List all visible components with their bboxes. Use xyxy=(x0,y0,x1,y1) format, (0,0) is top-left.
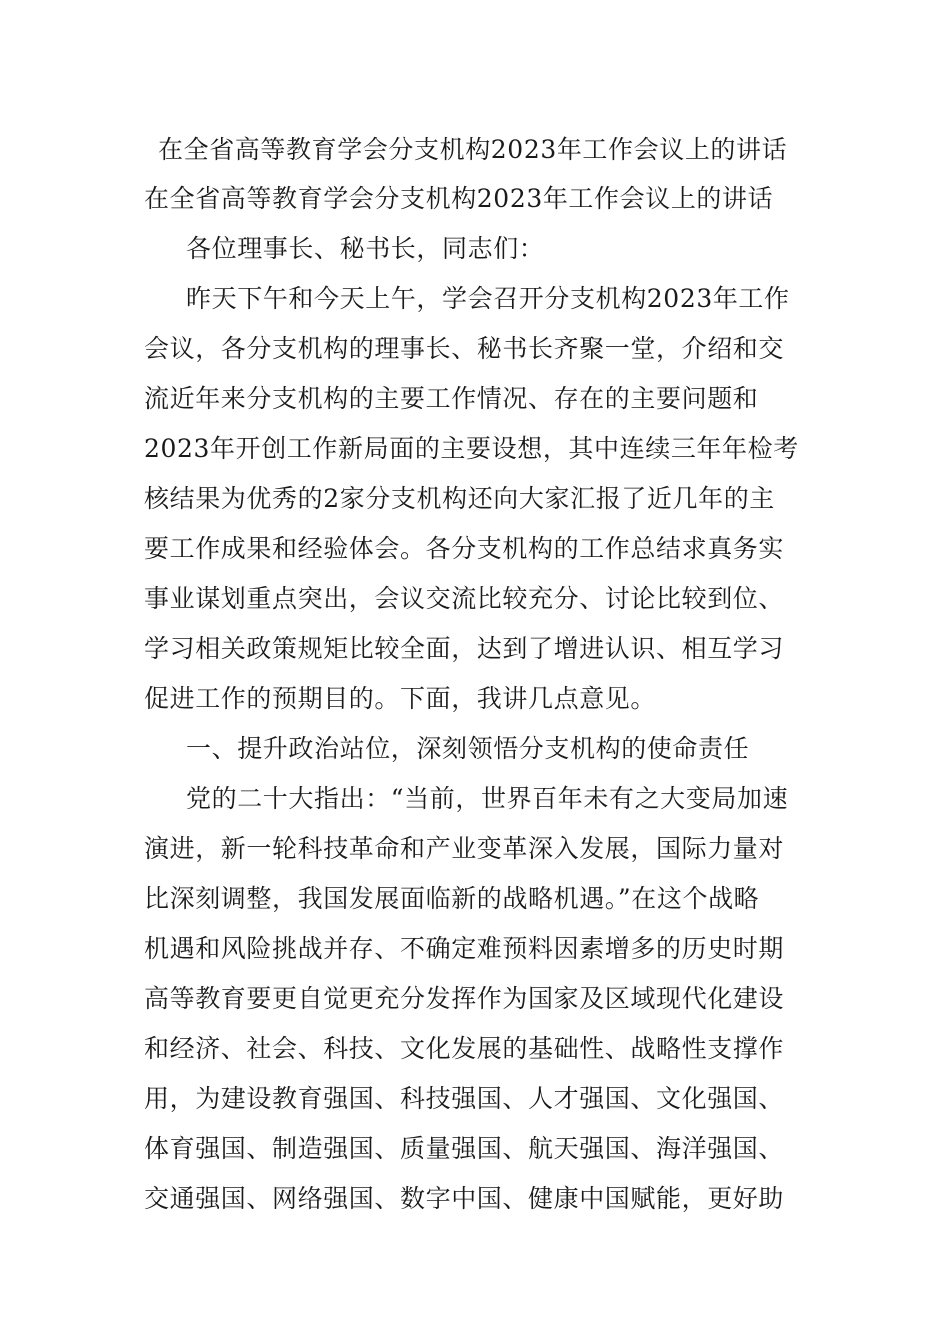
paragraph-2-line: 高等教育要更自觉更充分发挥作为国家及区域现代化建设 xyxy=(144,984,785,1013)
paragraph-1-line: 昨天下午和今天上午，学会召开分支机构2023年工作 xyxy=(186,284,790,313)
paragraph-2-line: 机遇和风险挑战并存、不确定难预料因素增多的历史时期 xyxy=(144,934,785,963)
paragraph-2-line: 交通强国、网络强国、数字中国、健康中国赋能，更好助 xyxy=(144,1184,785,1213)
paragraph-2-line: 和经济、社会、科技、文化发展的基础性、战略性支撑作 xyxy=(144,1034,785,1063)
salutation: 各位理事长、秘书长，同志们： xyxy=(186,234,545,263)
paragraph-2-line: 用，为建设教育强国、科技强国、人才强国、文化强国、 xyxy=(144,1084,785,1113)
paragraph-2-line: 党的二十大指出：“当前，世界百年未有之大变局加速 xyxy=(186,784,789,813)
paragraph-2-line: 比深刻调整，我国发展面临新的战略机遇。”在这个战略 xyxy=(144,884,760,913)
document-title: 在全省高等教育学会分支机构2023年工作会议上的讲话 xyxy=(158,135,788,164)
paragraph-2-line: 演进，新一轮科技革命和产业变革深入发展，国际力量对 xyxy=(144,834,785,863)
paragraph-1-line: 学习相关政策规矩比较全面，达到了增进认识、相互学习 xyxy=(144,634,785,663)
paragraph-2-line: 体育强国、制造强国、质量强国、航天强国、海洋强国、 xyxy=(144,1134,785,1163)
paragraph-1-line: 流近年来分支机构的主要工作情况、存在的主要问题和 xyxy=(144,384,759,413)
paragraph-1-line: 核结果为优秀的2家分支机构还向大家汇报了近几年的主 xyxy=(144,484,775,513)
paragraph-1-line: 会议，各分支机构的理事长、秘书长齐聚一堂，介绍和交 xyxy=(144,334,785,363)
section-heading-1: 一、提升政治站位，深刻领悟分支机构的使命责任 xyxy=(186,734,750,763)
paragraph-1-line: 促进工作的预期目的。下面，我讲几点意见。 xyxy=(144,684,657,713)
paragraph-1-line: 2023年开创工作新局面的主要设想，其中连续三年年检考 xyxy=(144,434,799,463)
paragraph-1-line: 要工作成果和经验体会。各分支机构的工作总结求真务实 xyxy=(144,534,785,563)
paragraph-1-line: 事业谋划重点突出，会议交流比较充分、讨论比较到位、 xyxy=(144,584,785,613)
document-title-repeat: 在全省高等教育学会分支机构2023年工作会议上的讲话 xyxy=(144,184,774,213)
